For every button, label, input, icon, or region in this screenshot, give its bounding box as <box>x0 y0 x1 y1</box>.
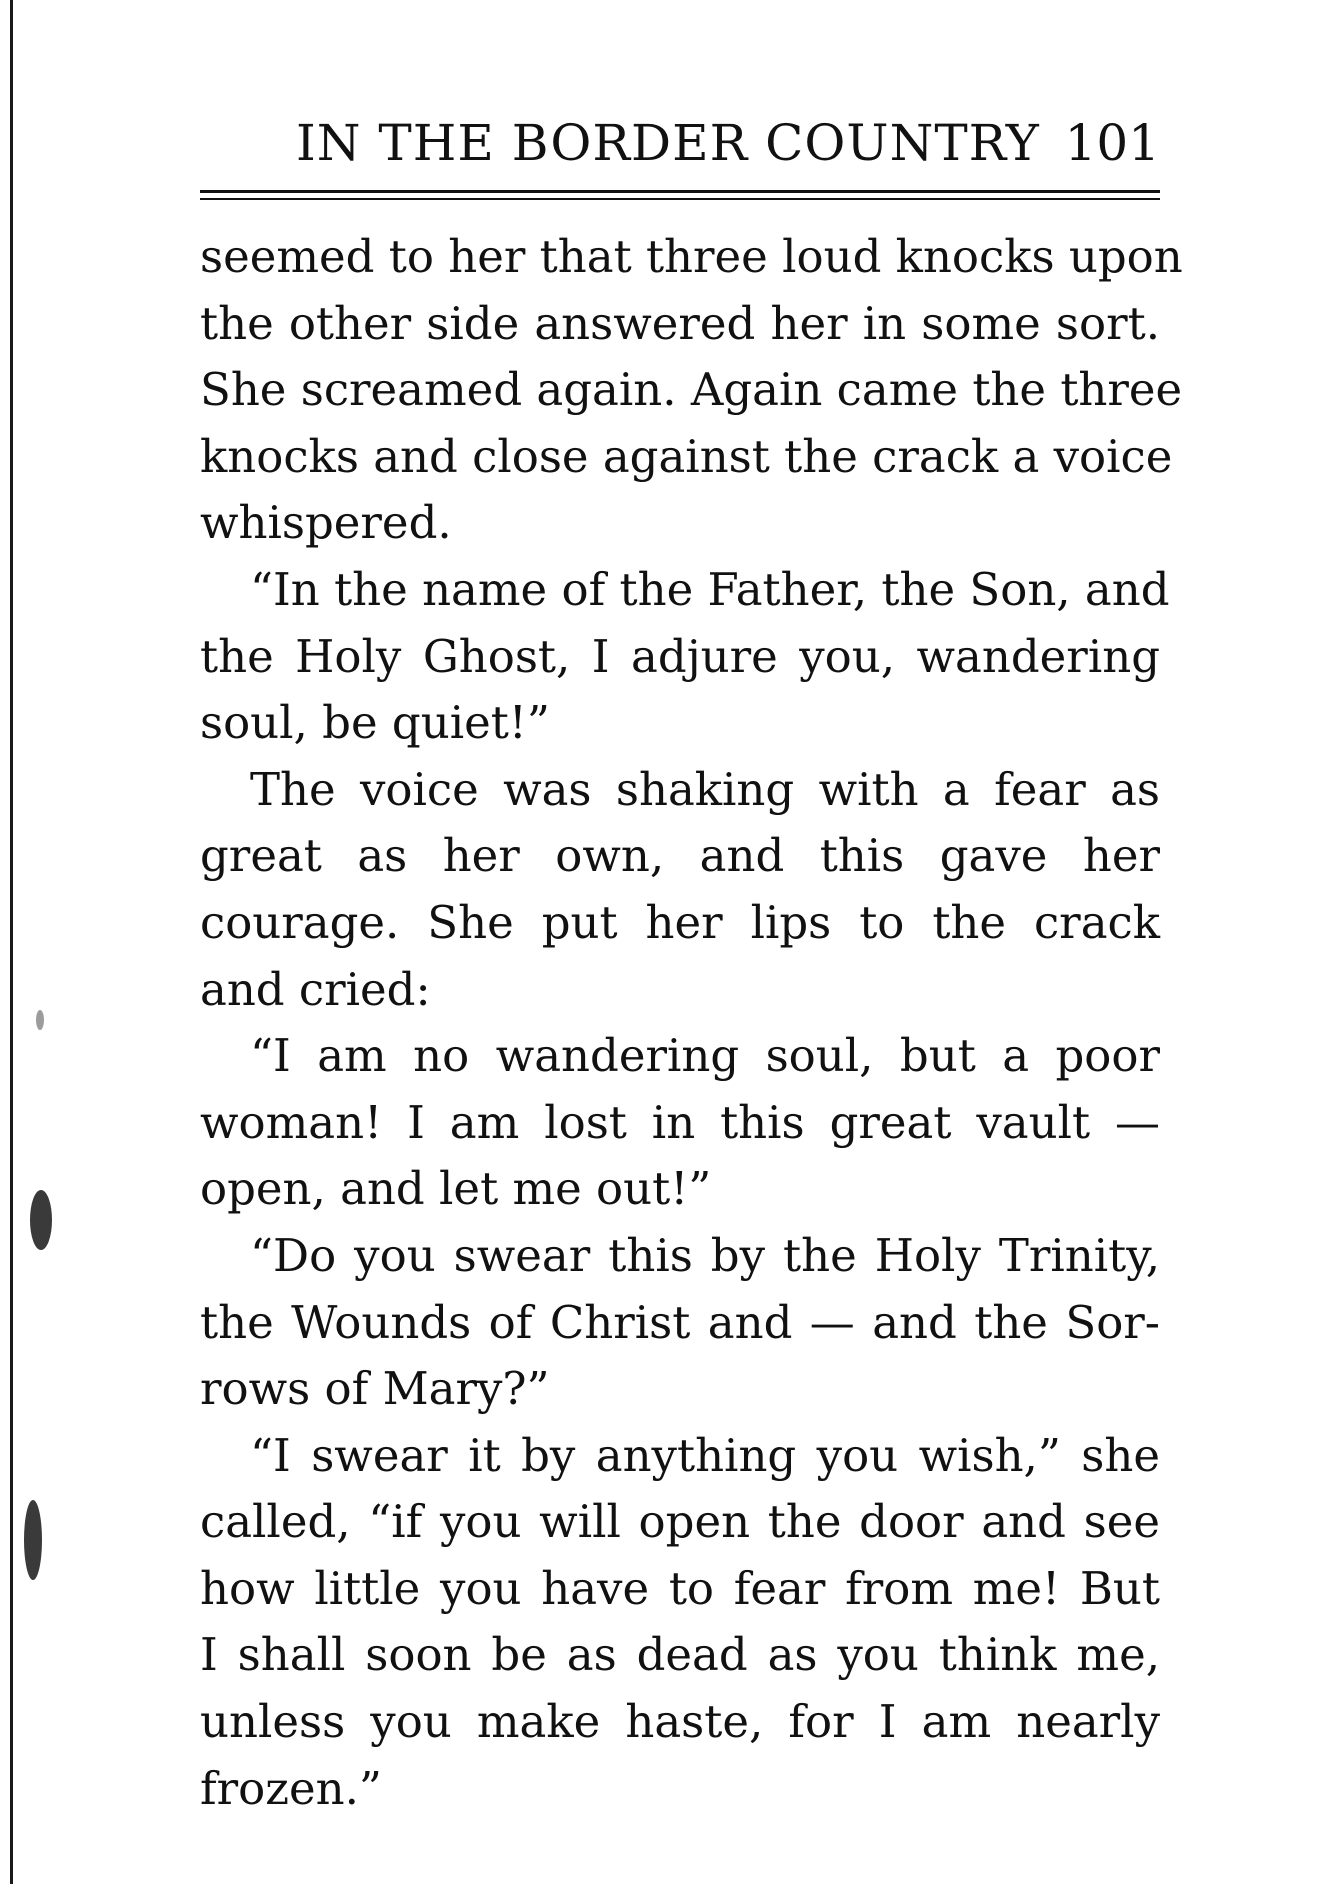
text-line: the other side answered her in some sort. <box>200 296 1160 350</box>
body-text <box>200 224 1183 1822</box>
text-line: how little you have to fear from me! But <box>200 1561 1160 1615</box>
gutter-speck <box>36 1010 44 1030</box>
running-title: IN THE BORDER COUNTRY <box>296 114 1040 172</box>
text-line: knocks and close against the crack a voice <box>200 429 1173 483</box>
text-line: The voice was shaking with a fear as <box>250 762 1160 816</box>
text-line: “I am no wandering soul, but a poor <box>250 1029 1160 1083</box>
header-rule-top <box>200 190 1160 193</box>
gutter-speck <box>24 1500 42 1580</box>
gutter-speck <box>30 1190 52 1250</box>
text-line: woman! I am lost in this great vault — <box>200 1095 1160 1149</box>
text-line: called, “if you will open the door and see <box>200 1495 1160 1549</box>
text-line: and cried: <box>200 962 431 1016</box>
page-number: 101 <box>1064 114 1160 172</box>
text-line: the Wounds of Christ and — and the Sor- <box>200 1295 1160 1349</box>
text-line: “Do you swear this by the Holy Trinity, <box>250 1228 1160 1282</box>
text-line: courage. She put her lips to the crack <box>200 895 1160 949</box>
running-head <box>200 108 1160 178</box>
text-line: She screamed again. Again came the three <box>200 363 1183 417</box>
text-line: the Holy Ghost, I adjure you, wandering <box>200 629 1160 683</box>
binding-gutter-line <box>10 0 13 1884</box>
text-line: “I swear it by anything you wish,” she <box>250 1428 1160 1482</box>
text-line: unless you make haste, for I am nearly <box>200 1695 1160 1749</box>
text-line: soul, be quiet!” <box>200 696 550 750</box>
text-line: whispered. <box>200 496 452 550</box>
text-line: great as her own, and this gave her <box>200 829 1160 883</box>
text-line: open, and let me out!” <box>200 1162 712 1216</box>
text-line: “In the name of the Father, the Son, and <box>250 562 1170 616</box>
text-line: frozen.” <box>200 1761 382 1815</box>
text-line: I shall soon be as dead as you think me, <box>200 1628 1160 1682</box>
text-line: rows of Mary?” <box>200 1362 550 1416</box>
header-rule-bottom <box>200 198 1160 200</box>
text-line: seemed to her that three loud knocks upon <box>200 230 1183 283</box>
